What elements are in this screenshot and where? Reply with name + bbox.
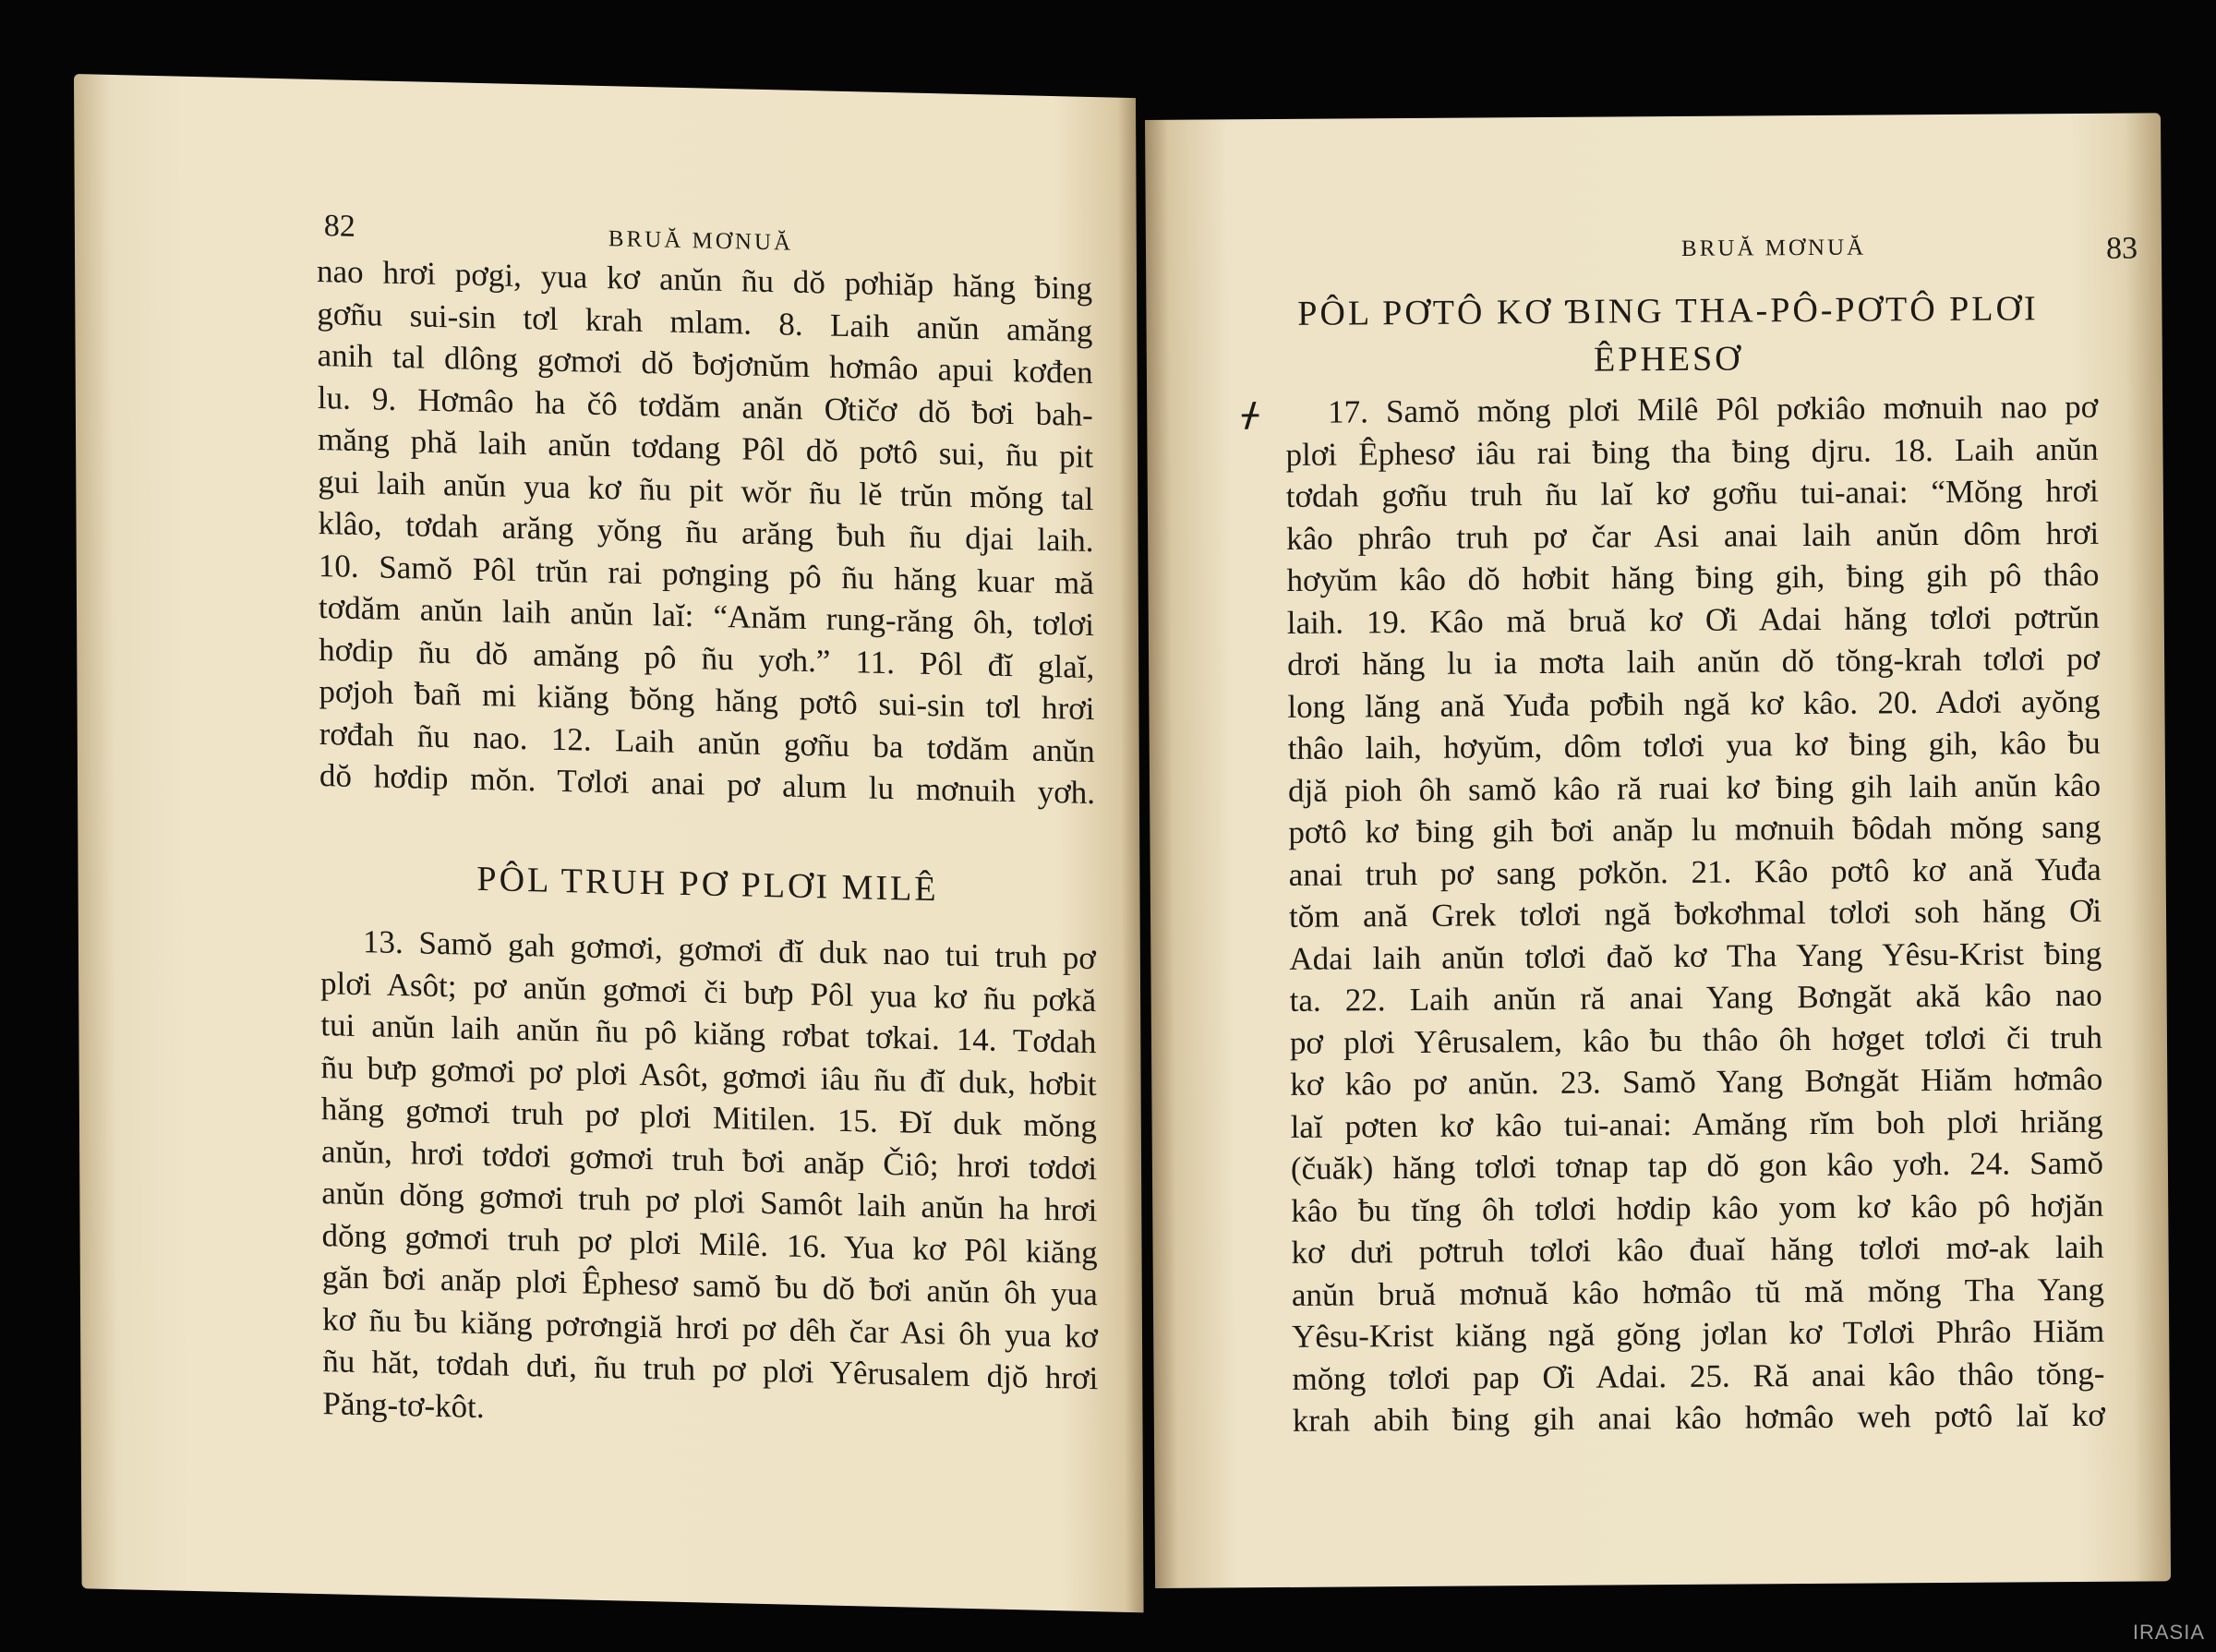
page-number: 82	[323, 209, 355, 244]
text-line: pơ plơi Yêrusalem, kâo ƀu thâo ôh hơget tơlơi či truh	[1289, 1019, 2103, 1061]
text-line: thâo laih, hơyŭm, dôm tơlơi yua kơ ƀing gih, kâo ƀu	[1287, 724, 2101, 766]
text-line: kâo phrâo truh pơ čar Asi anai laih anŭn dôm hrơi	[1286, 514, 2100, 557]
text-line: lu. 9. Hơmâo ha čô tơdăm anăn Ơtičơ dŏ ƀơi bah-	[317, 379, 1093, 433]
text-line: klâo, tơdah arăng yŏng ñu arăng ƀuh ñu djai laih.	[318, 505, 1094, 560]
text-line: kơ kâo pơ anŭn. 23. Samŏ Yang Bơngăt Hiăm hơmâo	[1290, 1060, 2103, 1103]
right-paragraph	[1285, 386, 2105, 1442]
text-line: rơđah ñu nao. 12. Laih anŭn gơñu ba tơdăm anŭn	[319, 715, 1095, 769]
text-line: tŏm ană Grek tơlơi ngă ƀơkơhmal tơlơi soh hăng Ơi	[1288, 892, 2102, 935]
text-line: 13. Samŏ gah gơmơi, gơmơi đĭ duk nao tui truh pơ	[362, 923, 1096, 977]
text-line: krah abih ƀing gih anai kâo hơmâo weh pơtô laĭ kơ	[1292, 1396, 2105, 1439]
text-line: 17. Samŏ mŏng plơi Milê Pôl pơkiâo mơnuih nao pơ	[1328, 388, 2099, 430]
text-line: mŏng tơlơi pap Ơi Adai. 25. Ră anai kâo thâo tŏng-	[1292, 1355, 2105, 1397]
text-line: long lăng ană Yuđa pơƀih ngă kơ kâo. 20. Adơi ayŏng	[1287, 682, 2101, 725]
text-line: laih. 19. Kâo mă bruă kơ Ơi Adai hăng tơlơi pơtrŭn	[1286, 598, 2100, 641]
running-head: BRUĂ MƠNUĂ	[608, 226, 794, 256]
text-line: Păng-tơ-kôt.	[322, 1384, 485, 1425]
text-line: anŭn bruă mơnuă kâo hơmâo tŭ mă mŏng Tha Yang	[1291, 1271, 2104, 1313]
section-title-line: ÊPHESƠ	[1593, 339, 1743, 380]
section-title-line: PÔL PƠTÔ KƠ ƁING THA-PÔ-PƠTÔ PLƠI	[1297, 289, 2039, 333]
text-line: ñu bưp gơmơi pơ plơi Asôt, gơmơi iâu ñu đĭ duk, hơbit	[320, 1048, 1097, 1103]
page-number: 83	[2105, 231, 2138, 266]
text-line: hăng gơmơi truh pơ plơi Mitilen. 15. Đĭ duk mŏng	[320, 1091, 1097, 1145]
text-line: pơtô kơ ƀing gih ƀơi anăp lu mơnuih ƀôdah mŏng sang	[1288, 808, 2102, 850]
text-line: kơ dưi pơtruh tơlơi kâo đuaĭ hăng tơlơi mơ-ak laih	[1291, 1228, 2104, 1271]
text-line: drơi hăng lu ia mơta laih anŭn dŏ tŏng-krah tơlơi pơ	[1286, 640, 2101, 682]
text-line: anŭn dŏng gơmơi truh pơ plơi Samôt laih anŭn ha hrơi	[321, 1175, 1098, 1229]
left-paragraph-1	[317, 250, 1095, 814]
text-line: kâo ƀu tĭng ôh tơlơi hơdip kâo yom kơ kâo pô hơjăn	[1291, 1187, 2104, 1229]
text-line: Yêsu-Krist kiăng ngă gŏng jơlan kơ Tơlơi Phrâo Hiăm	[1292, 1312, 2105, 1355]
watermark: IRASIA	[2132, 1621, 2205, 1644]
running-head: BRUĂ MƠNUĂ	[1680, 235, 1867, 261]
marginal-mark: ᚋ	[1242, 395, 1259, 433]
text-line: (čuăk) hăng tơlơi tơnap tap dŏ gon kâo yơh. 24. Samŏ	[1290, 1144, 2104, 1187]
text-line: tơdăm anŭn laih anŭn laĭ: “Anăm rung-răng ôh, tơlơi	[318, 589, 1095, 644]
text-line: hơyŭm kâo dŏ hơbit hăng ƀing gih, ƀing gih pô thâo	[1286, 556, 2100, 598]
text-line: nao hrơi pơgi, yua kơ anŭn ñu dŏ pơhiăp hăng ƀing	[316, 252, 1093, 307]
text-line: anai truh pơ sang pơkŏn. 21. Kâo pơtô kơ ană Yuđa	[1288, 850, 2102, 893]
text-line: gui laih anŭn yua kơ ñu pit wŏr ñu lĕ trŭn mŏng tal	[318, 463, 1094, 517]
open-book	[74, 74, 2161, 1588]
text-line: djă pioh ôh samŏ kâo ră ruai kơ ƀing gih laih anŭn kâo	[1287, 766, 2102, 809]
section-title: PÔL TRUH PƠ PLƠI MILÊ	[476, 859, 939, 910]
text-line: măng phă laih anŭn tơdang Pôl dŏ pơtô sui, ñu pit	[317, 420, 1094, 476]
text-line: laĭ pơten kơ kâo tui-anai: Amăng rĭm boh plơi hriăng	[1290, 1103, 2103, 1145]
section-title	[1238, 284, 2098, 386]
text-line: plơi Êphesơ iâu rai ƀing tha ƀing djru. 18. Laih anŭn	[1285, 430, 2099, 473]
text-line: anih tal dlông gơmơi dŏ ƀơjơnŭm hơmâo apui kơđen	[317, 336, 1093, 392]
right-page	[1145, 113, 2171, 1588]
text-line: gơñu sui-sin tơl krah mlam. 8. Laih anŭn amăng	[317, 295, 1093, 349]
text-line: 10. Samŏ Pôl trŭn rai pơnging pô ñu hăng kuar mă	[318, 547, 1094, 601]
text-line: dŏng gơmơi truh pơ plơi Milê. 16. Yua kơ Pôl kiăng	[321, 1216, 1098, 1271]
text-line: tui anŭn laih anŭn ñu pô kiăng rơbat tơkai. 14. Tơdah	[320, 1007, 1097, 1061]
text-line: hơdip ñu dŏ amăng pô ñu yơh.” 11. Pôl đĭ glaĭ,	[319, 631, 1095, 685]
text-line: plơi Asôt; pơ anŭn gơmơi či bưp Pôl yua kơ ñu pơkă	[320, 964, 1097, 1019]
text-line: Adai laih anŭn tơlơi đaŏ kơ Tha Yang Yêsu-Krist ƀing	[1289, 935, 2102, 977]
text-line: pơjoh ƀañ mi kiăng ƀŏng hăng pơtô sui-sin tơl hrơi	[319, 673, 1095, 728]
left-paragraph-2	[320, 920, 1099, 1441]
text-line: tơdah gơñu truh ñu laĭ kơ gơñu tui-anai: “Mŏng hrơi	[1285, 472, 2099, 514]
text-line: găn ƀơi anăp plơi Êphesơ samŏ ƀu dŏ ƀơi anŭn ôh yua	[321, 1259, 1098, 1313]
text-line: ta. 22. Laih anŭn ră anai Yang Bơngăt akă kâo nao	[1289, 976, 2102, 1019]
left-page	[74, 74, 1144, 1612]
text-line: anŭn, hrơi tơdơi gơmơi truh ƀơi anăp Čiô; hrơi tơdơi	[320, 1132, 1098, 1187]
text-line: kơ ñu ƀu kiăng pơrơngiă hrơi pơ dêh čar Asi ôh yua kơ	[321, 1300, 1099, 1355]
text-line: ñu hăt, tơdah dưi, ñu truh pơ plơi Yêrusalem djŏ hrơi	[322, 1343, 1099, 1397]
text-line: dŏ hơdip mŏn. Tơlơi anai pơ alum lu mơnuih yơh.	[319, 757, 1096, 812]
